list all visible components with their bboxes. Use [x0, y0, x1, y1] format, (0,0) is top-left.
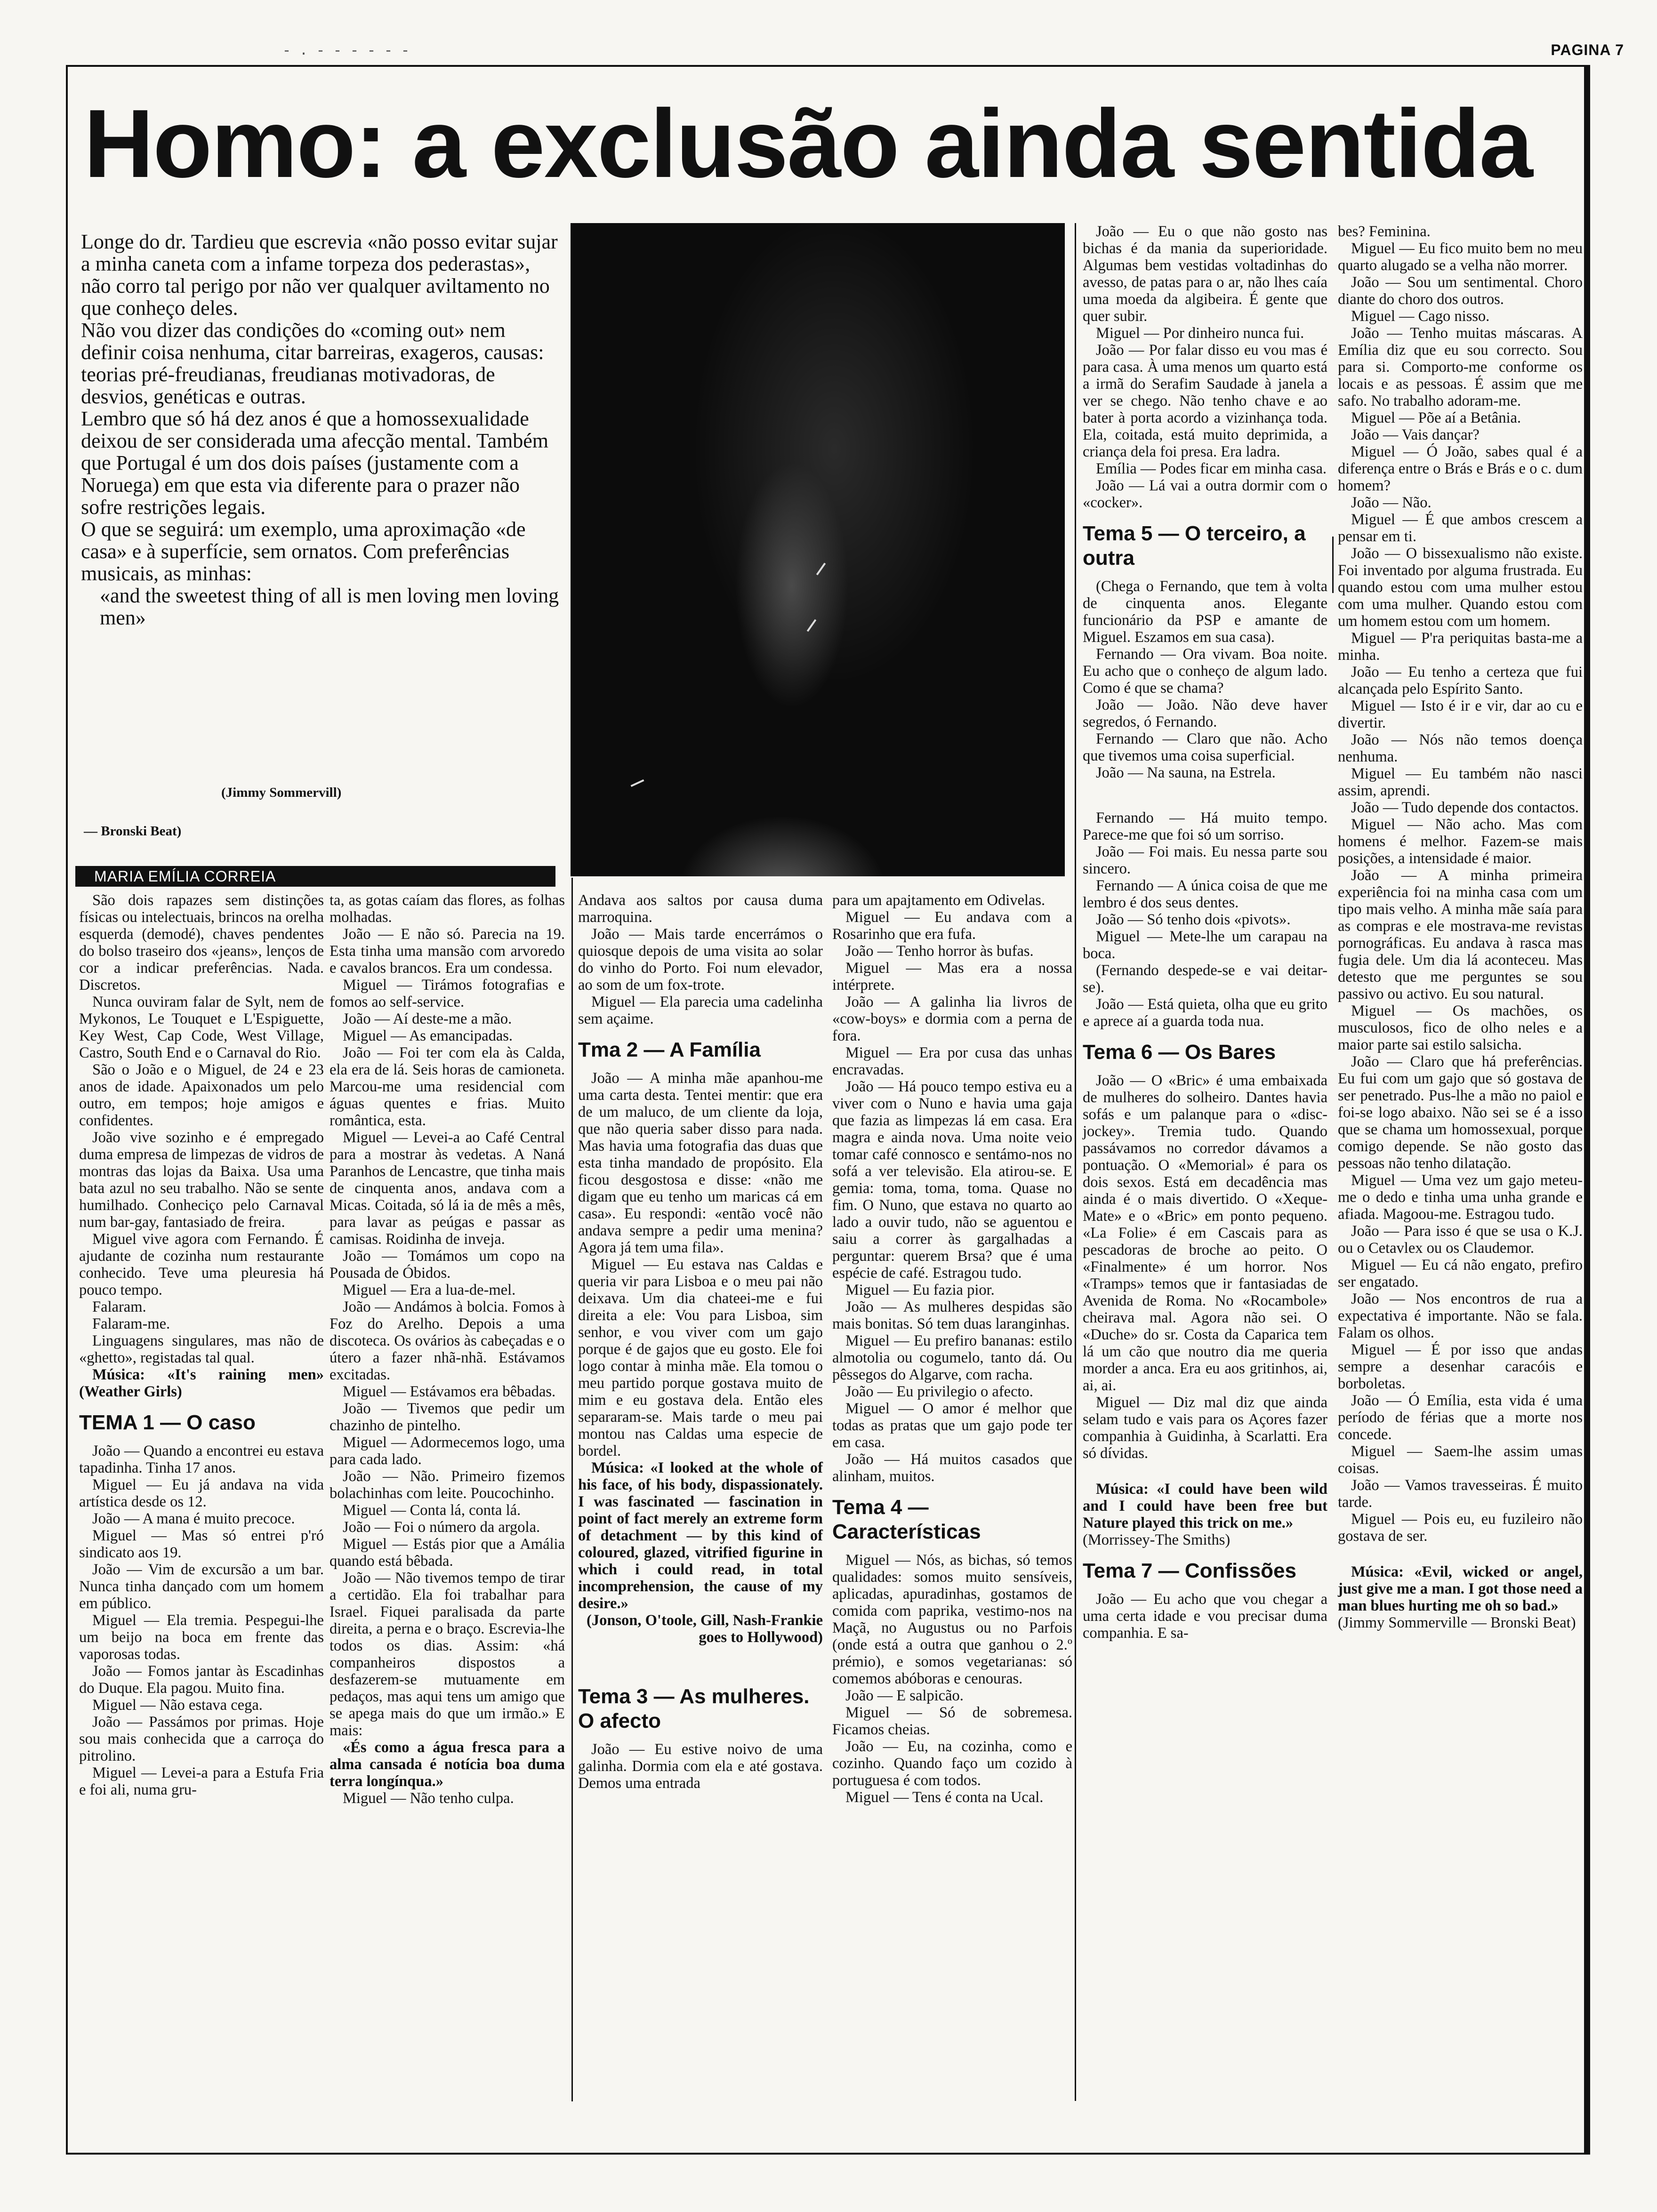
article-photo: [571, 223, 1065, 876]
paragraph: Miguel — Eu prefiro bananas: estilo almotolia ou cogumelo, tanto dá. Ou pêssegos do Algarve, com racha.: [832, 1332, 1072, 1383]
paragraph: Miguel — Eu estava nas Caldas e queria vir para Lisboa e o meu pai não deixava. Um dia chateei-me e fui direita a ele: Vou para Lisboa, sim senhor, e vou viver com um gajo porque é de gajos que eu gosto. Ele foi logo contar à minha mãe. Ela tomou o meu partido porque gostava muito de mim e eu gostava dela. Então eles separaram-se. Mais tarde o meu pai montou nas Caldas uma especie de bordel.: [578, 1256, 823, 1459]
section-heading: Tema 4 — Características: [832, 1496, 981, 1543]
paragraph: Falaram.: [92, 1298, 146, 1315]
paragraph: Miguel — Diz mal diz que ainda selam tudo e vais para os Açores fazer companhia à Guidinha, à Scarlatti. Era só dívidas.: [1083, 1394, 1327, 1462]
paragraph: Miguel — É que ambos crescem a pensar em ti.: [1338, 511, 1583, 545]
paragraph: João — Não. Primeiro fizemos bolachinhas com leite. Poucochinho.: [330, 1468, 565, 1502]
music-credit: (Jonson, O'toole, Gill, Nash-Frankie goes to Hollywood): [587, 1612, 823, 1646]
music-quote: Música: «Evil, wicked or angel, just give me a man. I got those need a man blues hurting me oh so bad.»: [1338, 1563, 1583, 1614]
paragraph: Miguel — Os machões, os musculosos, fico de olho neles e a maior parte sai estilo salsicha.: [1338, 1002, 1583, 1053]
paragraph: Miguel — Era por cusa das unhas encravadas.: [832, 1044, 1072, 1078]
paragraph: Miguel — Pois eu, eu fuzileiro não gostava de ser.: [1338, 1511, 1583, 1545]
music-quote: Música: «I looked at the whole of his face, of his body, dispassionately. I was fascinated — fascination in point of fact merely an extreme form of detachment — by this kind of coloured, glazed, vitrified figurine in which i could read, in total incomprehension, the cause of my desire.»: [578, 1459, 823, 1612]
paragraph: João — Andámos à bolcia. Fomos à Foz do Arelho. Depois a uma discoteca. Os ovários às cabeçadas e o útero a fazer nhã-nhã. Estávamos excitadas.: [330, 1298, 565, 1383]
paragraph: João — Por falar disso eu vou mas é para casa. À uma menos um quarto está a irmã do Serafim Saudade à janela a ver se chego. Não tenho chave e ao bater à porta acordo a vizinhança toda. Ela, coitada, está muito deprimida, a criança dela foi presa. Era ladra.: [1083, 342, 1327, 460]
intro-block: [81, 231, 561, 629]
byline: MARIA EMÍLIA CORREIA: [75, 866, 555, 887]
paragraph: João — Fomos jantar às Escadinhas do Duque. Ela pagou. Muito fina.: [79, 1663, 324, 1697]
paragraph: Miguel — Eu andava com a Rosarinho que era fufa.: [832, 909, 1072, 943]
paragraph: João — A minha primeira experiência foi na minha casa com um tipo mais velho. A minha mãe saía para as compras e ele mostrava-me revistas pornográficas. Eu andava à rasca mas fugia dele. Um dia lá aconteceu. Mas detesto que me perguntes se sou passivo ou activo. Eu sou natural.: [1338, 867, 1583, 1002]
paragraph: (Jimmy Sommerville — Bronski Beat): [1338, 1614, 1576, 1631]
paragraph: Fernando — Há muito tempo. Parece-me que foi só um sorriso.: [1083, 809, 1327, 843]
paragraph: João — Na sauna, na Estrela.: [1096, 764, 1276, 781]
paragraph: João — Eu o que não gosto nas bichas é da mania da superioridade. Algumas bem vestidas voltadinhas do avesso, de patas para o ar, não lhes caía uma moeda da algibeira. É gente que quer subir.: [1083, 223, 1327, 325]
intro-quote: «and the sweetest thing of all is men loving men loving men»: [100, 584, 559, 629]
spacer: [1083, 1462, 1327, 1481]
paragraph: João — Para isso é que se usa o K.J. ou o Cetavlex ou os Claudemor.: [1338, 1223, 1583, 1257]
paragraph: bes? Feminina.: [1338, 223, 1431, 240]
section-heading: Tema 5 — O terceiro, a outra: [1083, 522, 1306, 569]
paragraph: João — O «Bric» é uma embaixada de mulheres do solheiro. Dantes havia sofás e um palanque para o «disc-jockey». Tremia tudo. Quando passávamos no corredor dávamos a pontuação. O «Memorial» é para os dois sexos. Está em decadência mas ainda é o mais divertido. O «Xeque-Mate» e o «Bric» em ponto pequeno. «La Folie» é em Cascais para as pescadoras de broche ao peito. O «Finalmente» é um horror. Nos «Tramps» temos que ir fantasiadas de Avenida de Roma. No «Rocambole» cheirava mal. Agora não sei. O «Duche» do sr. Costa da Caparica tem lá um cão que noutro dia me queria morder a anca. Era eu aos gritinhos, ai, ai, ai.: [1083, 1072, 1327, 1394]
paragraph: (Morrissey-The Smiths): [1083, 1531, 1231, 1548]
paragraph: Miguel — Tirámos fotografias e fomos ao self-service.: [330, 977, 565, 1010]
paragraph: João — Eu, na cozinha, como e cozinho. Quando faço um cozido à portuguesa é com todos.: [832, 1738, 1072, 1789]
paragraph: João — Foi o número da argola.: [343, 1519, 540, 1536]
music-quote: Música: «I could have been wild and I could have been free but Nature played this trick on me.»: [1083, 1481, 1327, 1531]
paragraph: João — Não tivemos tempo de tirar a certidão. Ela foi trabalhar para Israel. Fiquei paralisada da parte direita, a perna e o braço. Escrevia-lhe todos os dias. Assim: «há companheiros dispostos a desfazerem-se mutuamente em pedaços, mas aqui tens um amigo que se apega mais do que um irmão.» E mais:: [330, 1570, 565, 1739]
column-rule: [571, 878, 573, 2101]
paragraph: Miguel — Cago nisso.: [1351, 308, 1490, 325]
paragraph: Miguel — Ela parecia uma cadelinha sem açaime.: [578, 994, 823, 1027]
paragraph: Miguel — Não estava cega.: [92, 1697, 263, 1714]
section-heading: TEMA 1 — O caso: [79, 1411, 256, 1434]
paragraph: João — Eu privilegio o afecto.: [845, 1383, 1033, 1400]
paragraph: (Chega o Fernando, que tem à volta de cinquenta anos. Elegante funcionário da PSP e amante de Miguel. Eszamos em sua casa).: [1083, 578, 1327, 646]
paragraph: João — Aí deste-me a mão.: [343, 1010, 512, 1027]
paragraph: Miguel — Ó João, sabes qual é a diferença entre o Brás e Brás e o c. dum homem?: [1338, 443, 1583, 494]
paragraph: João — Nós não temos doença nenhuma.: [1338, 731, 1583, 765]
paragraph: Miguel — Mas era a nossa intérprete.: [832, 960, 1072, 994]
paragraph: Miguel — Eu fazia pior.: [845, 1282, 995, 1298]
section-heading: Tma 2 — A Família: [578, 1038, 761, 1061]
paragraph: João — Ó Emília, esta vida é uma período de férias que a morte nos concede.: [1338, 1392, 1583, 1443]
photo-highlight: [631, 779, 644, 787]
page-number: PAGINA 7: [1551, 41, 1624, 58]
paragraph: Miguel — Não tenho culpa.: [343, 1790, 514, 1807]
headline: Homo: a exclusão ainda sentida: [84, 89, 1532, 198]
paragraph: João — Há muitos casados que alinham, muitos.: [832, 1451, 1072, 1485]
paragraph: João vive sozinho e é empregado duma empresa de limpezas de vidros de montras das lojas da Baixa. Usa uma bata azul no seu trabalho. Não se sente humilhado. Conheciço pelo Carnaval num bar-gay, fantasiado de freira.: [79, 1129, 324, 1231]
paragraph: Miguel — Estás pior que a Amália quando está bêbada.: [330, 1536, 565, 1570]
paragraph: Miguel — Uma vez um gajo meteu-me o dedo e tinha uma unha grande e afiada. Magoou-me. Estragou tudo.: [1338, 1172, 1583, 1223]
paragraph: João — Tenho muitas máscaras. A Emília diz que eu sou correcto. Sou para si. Comporto-me conforme os locais e as pessoas. É assim que me safo. No trabalho adoram-me.: [1338, 325, 1583, 409]
paragraph: Miguel — Não acho. Mas com homens é melhor. Fazem-se mais posições, a intensidade é maior.: [1338, 816, 1583, 867]
paragraph: Fernando — A única coisa de que me lembro é dos seus dentes.: [1083, 877, 1327, 911]
paragraph: João — Está quieta, olha que eu grito e aprece aí a guarda toda nua.: [1083, 996, 1327, 1030]
paragraph: João — Passámos por primas. Hoje sou mais conhecida que a carroça do pitrolino.: [79, 1714, 324, 1764]
music-quote: Música: «It's raining men» (Weather Girls): [79, 1366, 324, 1400]
paragraph: João — Tivemos que pedir um chazinho de pintelho.: [330, 1400, 565, 1434]
column-rule: [1075, 223, 1076, 2101]
paragraph: Emília — Podes ficar em minha casa.: [1096, 460, 1327, 477]
paragraph: João — Eu acho que vou chegar a uma certa idade e vou precisar duma companhia. E sa-: [1083, 1591, 1327, 1642]
article-column-2: [330, 892, 565, 1807]
paragraph: João — Há pouco tempo estiva eu a viver com o Nuno e havia uma gaja que fazia as limpezas lá em casa. Era magra e ainda nova. Uma noite veio tomar café connosco e sentámo-nos no sofá a ver televisão. Ela atirou-se. E gemia: toma, toma, toma. Quase no fim. O Nuno, que estava no quarto ao lado a ouvir tudo, não se aguentou e saiu a correr às gargalhadas a perguntar: querem Brsa? que é uma espécie de café. Estragou tudo.: [832, 1078, 1072, 1282]
article-column-3: [578, 892, 823, 1792]
paragraph: João — Lá vai a outra dormir com o «cocker».: [1083, 477, 1327, 511]
paragraph: João — João. Não deve haver segredos, ó Fernando.: [1083, 697, 1327, 730]
paragraph: João — Quando a encontrei eu estava tapadinha. Tinha 17 anos.: [79, 1443, 324, 1476]
paragraph: Miguel — Eu fico muito bem no meu quarto alugado se a velha não morrer.: [1338, 240, 1583, 274]
column-rule: [1332, 537, 1334, 593]
paragraph: Miguel — Só de sobremesa. Ficamos cheias.: [832, 1704, 1072, 1738]
paragraph: Miguel — É por isso que andas sempre a desenhar caracóis e borboletas.: [1338, 1341, 1583, 1392]
article-column-4: [832, 892, 1072, 1806]
paragraph: João — Sou um sentimental. Choro diante do choro dos outros.: [1338, 274, 1583, 308]
paragraph: Fernando — Ora vivam. Boa noite. Eu acho que o conheço de algum lado. Como é que se chama?: [1083, 646, 1327, 697]
intro-credit-band: — Bronski Beat): [84, 824, 182, 839]
frame-right-bar: [1584, 65, 1589, 2155]
paragraph: João — E salpicão.: [845, 1687, 964, 1704]
paragraph: Miguel — Era a lua-de-mel.: [343, 1282, 516, 1298]
paragraph: João — Tenho horror às bufas.: [845, 943, 1034, 960]
paragraph: Miguel — O amor é melhor que todas as pratas que um gajo pode ter em casa.: [832, 1400, 1072, 1451]
intro-credit-artist: (Jimmy Sommervill): [221, 785, 342, 800]
paragraph: Miguel — P'ra periquitas basta-me a minha.: [1338, 630, 1583, 664]
section-heading: Tema 3 — As mulheres. O afecto: [578, 1685, 810, 1732]
photo-highlight: [816, 563, 826, 576]
paragraph: São dois rapazes sem distinções físicas ou intelectuais, brincos na orelha esquerda (demodé), chaves pendentes do bolso traseiro dos «jeans», lenços de cor a indicar preferências. Nada. Discretos.: [79, 892, 324, 994]
intro-paragraph-3: Lembro que só há dez anos é que a homossexualidade deixou de ser considerada uma afecção mental. Também que Portugal é um dos dois países (justamente com a Noruega) em que esta via diferente para o prazer não sofre restrições legais.: [81, 407, 549, 519]
paragraph: João — Foi ter com ela às Calda, ela era de lá. Seis horas de camioneta. Marcou-me uma residencial com águas quentes e frias. Muito romântica, esta.: [330, 1044, 565, 1129]
paragraph: Miguel — Eu também não nasci assim, aprendi.: [1338, 765, 1583, 799]
paragraph: Miguel — Adormecemos logo, uma para cada lado.: [330, 1434, 565, 1468]
paragraph: João — Vim de excursão a um bar. Nunca tinha dançado com um homem em público.: [79, 1561, 324, 1612]
paragraph: João — Não.: [1351, 494, 1432, 511]
paragraph: Miguel — Estávamos era bêbadas.: [343, 1383, 556, 1400]
paragraph: João — O bissexualismo não existe. Foi inventado por alguma frustrada. Eu quando estou com uma mulher estou com uma mulher. Quando estou com um homem estou com um homem.: [1338, 545, 1583, 630]
paragraph: Miguel — Isto é ir e vir, dar ao cu e divertir.: [1338, 697, 1583, 731]
intro-paragraph-1: Longe do dr. Tardieu que escrevia «não posso evitar sujar a minha caneta com a infame torpeza dos pederastas», não corro tal perigo por não ver qualquer aviltamento no que conheço deles.: [81, 230, 558, 320]
paragraph: Fernando — Claro que não. Acho que tivemos uma coisa superficial.: [1083, 730, 1327, 764]
paragraph: João — Tomámos um copo na Pousada de Óbidos.: [330, 1248, 565, 1282]
paragraph: João — A galinha lia livros de «cow-boys» e dormia com a perna de fora.: [832, 994, 1072, 1044]
spacer: [1338, 1545, 1583, 1563]
paragraph: João — Nos encontros de rua a expectativa é importante. Não se fala. Falam os olhos.: [1338, 1290, 1583, 1341]
paragraph: João — Só tenho dois «pivots».: [1096, 911, 1291, 928]
paragraph: para um apajtamento em Odivelas.: [832, 892, 1046, 909]
paragraph: João — Eu estive noivo de uma galinha. Dormia com ela e até gostava. Demos uma entrada: [578, 1741, 823, 1792]
paragraph: João — Foi mais. Eu nessa parte sou sincero.: [1083, 843, 1327, 877]
paragraph: João — Vamos travesseiras. É muito tarde.: [1338, 1477, 1583, 1511]
photo-highlight: [807, 619, 816, 632]
intro-paragraph-4: O que se seguirá: um exemplo, uma aproximação «de casa» e à superfície, sem ornatos. Com preferências musicais, as minhas:: [81, 518, 526, 585]
paragraph: Miguel — Mas só entrei p'ró sindicato aos 19.: [79, 1527, 324, 1561]
paragraph: Miguel — Levei-a ao Café Central para a mostrar às vedetas. A Naná Paranhos de Lencastre, que tinha mais de cinquenta anos, andava com a Micas. Coitada, só lá ia de mês a mês, para lavar as peúgas e passar as camisas. Roidinha de inveja.: [330, 1129, 565, 1248]
article-column-1: [79, 892, 324, 1798]
paragraph: Miguel vive agora com Fernando. É ajudante de cozinha num restaurante conhecido. Teve uma pleuresia há pouco tempo.: [79, 1231, 324, 1298]
paragraph: João — Eu tenho a certeza que fui alcançada pelo Espírito Santo.: [1338, 664, 1583, 697]
paragraph: ta, as gotas caíam das flores, as folhas molhadas.: [330, 892, 565, 926]
paragraph: Miguel — As emancipadas.: [343, 1027, 513, 1044]
paragraph: Miguel — Eu cá não engato, prefiro ser engatado.: [1338, 1257, 1583, 1290]
scan-marks: - . - - - - - -: [282, 43, 410, 59]
paragraph: Falaram-me.: [92, 1315, 170, 1332]
paragraph: João — Vais dançar?: [1351, 426, 1480, 443]
section-heading: Tema 7 — Confissões: [1083, 1559, 1296, 1582]
paragraph: Linguagens singulares, mas não de «ghetto», registadas tal qual.: [79, 1332, 324, 1366]
paragraph: João — A mana é muito precoce.: [92, 1510, 295, 1527]
paragraph: Miguel — Saem-lhe assim umas coisas.: [1338, 1443, 1583, 1477]
article-column-5: [1083, 223, 1327, 1642]
paragraph: São o João e o Miguel, de 24 e 23 anos de idade. Apaixonados um pelo outro, em tempos; hoje amigos e confidentes.: [79, 1061, 324, 1129]
paragraph: Miguel — Levei-a para a Estufa Fria e foi ali, numa gru-: [79, 1764, 324, 1798]
paragraph: Miguel — Por dinheiro nunca fui.: [1096, 325, 1304, 342]
paragraph: Miguel — Mete-lhe um carapau na boca.: [1083, 928, 1327, 962]
paragraph: Miguel — Ela tremia. Pespegui-lhe um beijo na boca em frente das vaporosas todas.: [79, 1612, 324, 1663]
spacer: [578, 1646, 823, 1674]
paragraph: João — Tudo depende dos contactos.: [1351, 799, 1579, 816]
paragraph: João — A minha mãe apanhou-me uma carta desta. Tentei mentir: que era de um maluco, de um cliente da loja, que não queria saber disso para nada. Mas havia uma fotografia das duas que esta tinha mandado de propósito. Ela ficou desgostosa e disse: «não me digam que eu tenho um maricas cá em casa». Eu respondi: «então você não andava sempre a pedir uma menina? Agora já tem uma fila».: [578, 1070, 823, 1256]
paragraph: Miguel — Tens é conta na Ucal.: [845, 1789, 1044, 1806]
paragraph: João — Claro que há preferências. Eu fui com um gajo que só gostava de ser penetrado. Pus-lhe a mão no paiol e foi-se logo abaixo. Não sei se é a isso que se chama um homossexual, porque comigo depende. Se não gosto das pessoas não tenho dilatação.: [1338, 1053, 1583, 1172]
paragraph: Miguel — Conta lá, conta lá.: [343, 1502, 521, 1519]
paragraph: Nunca ouviram falar de Sylt, nem de Mykonos, Le Touquet e L'Espiguette, Key West, Cap Code, West Village, Castro, South End e o Carnaval do Rio.: [79, 994, 324, 1061]
section-heading: Tema 6 — Os Bares: [1083, 1041, 1276, 1064]
paragraph: João — Mais tarde encerrámos o quiosque depois de uma visita ao solar do vinho do Porto. Foi num elevador, ao som de um fox-trote.: [578, 926, 823, 994]
letter-quote: «És como a água fresca para a alma cansada é notícia boa duma terra longínqua.»: [330, 1739, 565, 1790]
paragraph: Andava aos saltos por causa duma marroquina.: [578, 892, 823, 926]
article-column-6: [1338, 223, 1583, 1631]
paragraph: Miguel — Eu já andava na vida artística desde os 12.: [79, 1476, 324, 1510]
paragraph: João — E não só. Parecia na 19. Esta tinha uma mansão com arvoredo e cavalos brancos. Era um condessa.: [330, 926, 565, 977]
intro-paragraph-2: Não vou dizer das condições do «coming out» nem definir coisa nenhuma, citar barreiras, exageros, causas: teorias pré-freudianas, freudianas motivadoras, de desvios, genéticas e outras.: [81, 319, 544, 408]
paragraph: Miguel — Nós, as bichas, só temos qualidades: somos muito sensíveis, aplicadas, apuradinhas, gostamos de comida com paprika, vestimo-nos na Maçã, no Augustus ou no Parfois (onde está a outra que ganhou o 2.º prémio), e somos vegetarianas: só comemos abóboras e cenouras.: [832, 1552, 1072, 1687]
paragraph: Miguel — Põe aí a Betânia.: [1351, 409, 1521, 426]
spacer: [1083, 781, 1327, 809]
paragraph: (Fernando despede-se e vai deitar-se).: [1083, 962, 1327, 996]
paragraph: João — As mulheres despidas são mais bonitas. Só tem duas laranginhas.: [832, 1298, 1072, 1332]
